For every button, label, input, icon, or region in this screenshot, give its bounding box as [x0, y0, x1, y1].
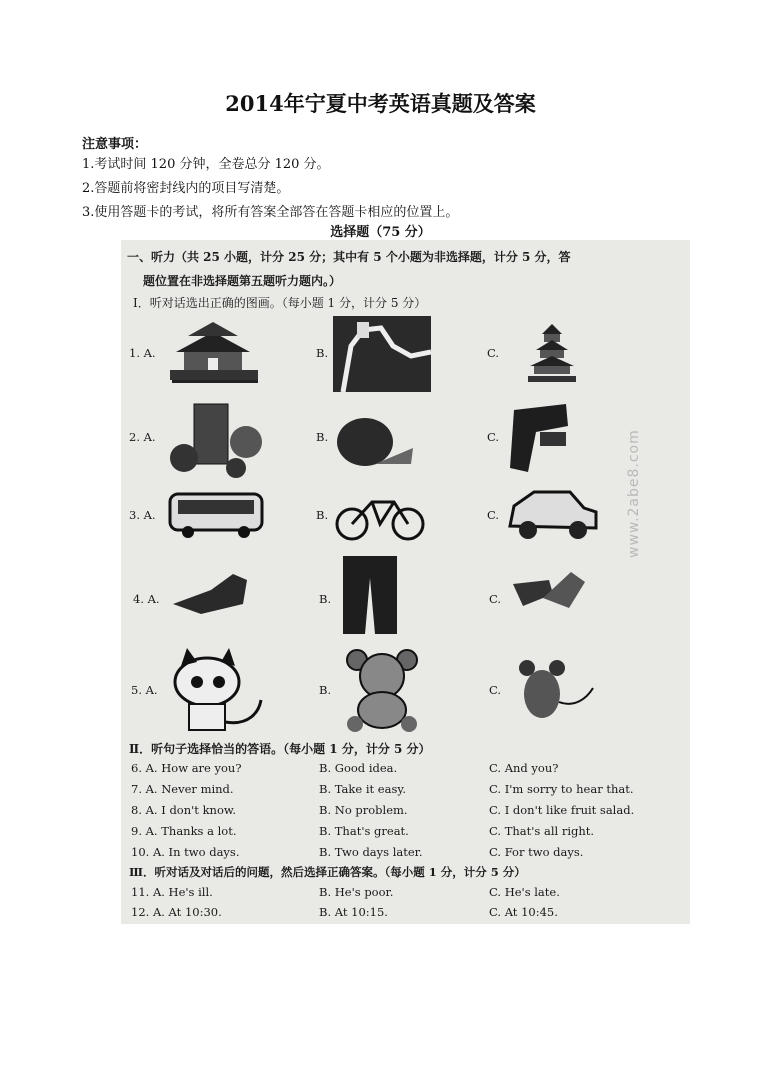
temple-of-heaven-picture	[526, 322, 578, 386]
subsection-2-title: Ⅱ．听句子选择恰当的答语。（每小题 1 分，计分 5 分）	[129, 742, 431, 756]
q10-option-b: B. Two days later.	[319, 845, 423, 859]
socks-picture	[509, 568, 591, 616]
q3-option-b: B.	[316, 508, 329, 522]
q6-option-b: B. Good idea.	[319, 761, 398, 775]
q4-label: 4. A.	[133, 592, 160, 606]
q4-option-b: B.	[319, 592, 332, 606]
q5-option-c: C.	[489, 683, 502, 697]
q11-option-a: 11. A. He's ill.	[131, 885, 213, 899]
tiananmen-picture	[166, 318, 261, 386]
q8-option-c: C. I don't like fruit salad.	[489, 803, 635, 817]
bus-picture	[168, 490, 264, 540]
gloves-picture	[506, 402, 576, 474]
q6-option-c: C. And you?	[489, 761, 559, 775]
q2-option-c: C.	[487, 430, 500, 444]
q7-option-c: C. I'm sorry to hear that.	[489, 782, 634, 796]
bicycle-picture	[334, 488, 426, 542]
section-title: 选择题（75 分）	[330, 225, 431, 240]
page-title: 2014年宁夏中考英语真题及答案	[225, 91, 536, 116]
car-picture	[504, 484, 600, 546]
watermelon-picture	[335, 412, 417, 468]
teddy-bear-picture	[339, 646, 425, 732]
q8-option-a: 8. A. I don't know.	[131, 803, 237, 817]
note-item: 1.考试时间 120 分钟，全卷总分 120 分。	[82, 157, 330, 172]
q9-option-b: B. That's great.	[319, 824, 409, 838]
q10-option-c: C. For two days.	[489, 845, 584, 859]
q12-option-a: 12. A. At 10:30.	[131, 905, 222, 919]
q12-option-b: B. At 10:15.	[319, 905, 388, 919]
q7-option-b: B. Take it easy.	[319, 782, 406, 796]
juice-and-orange-picture	[166, 400, 266, 480]
cat-picture	[169, 648, 265, 734]
notes-heading: 注意事项：	[82, 137, 148, 152]
trousers-picture	[339, 554, 401, 638]
q8-option-b: B. No problem.	[319, 803, 408, 817]
q3-option-c: C.	[487, 508, 500, 522]
q6-option-a: 6. A. How are you?	[131, 761, 242, 775]
watermark-text: www.2abe8.com	[626, 429, 642, 558]
scanned-exam-image	[121, 240, 690, 924]
q5-label: 5. A.	[131, 683, 158, 697]
q11-option-b: B. He's poor.	[319, 885, 394, 899]
q7-option-a: 7. A. Never mind.	[131, 782, 234, 796]
shoe-picture	[171, 570, 251, 620]
q1-option-c: C.	[487, 346, 500, 360]
q1-label: 1. A.	[129, 346, 156, 360]
q5-option-b: B.	[319, 683, 332, 697]
q2-option-b: B.	[316, 430, 329, 444]
mouse-picture	[513, 658, 595, 724]
q11-option-c: C. He's late.	[489, 885, 560, 899]
q12-option-c: C. At 10:45.	[489, 905, 558, 919]
q2-label: 2. A.	[129, 430, 156, 444]
subsection-3-title: Ⅲ．听对话及对话后的问题，然后选择正确答案。（每小题 1 分，计分 5 分）	[129, 865, 526, 879]
note-item: 2.答题前将密封线内的项目写清楚。	[82, 181, 290, 196]
q4-option-c: C.	[489, 592, 502, 606]
part1-header-cont: 题位置在非选择题第五题听力题内。）	[143, 274, 342, 288]
q3-label: 3. A.	[129, 508, 156, 522]
note-item: 3.使用答题卡的考试，将所有答案全部答在答题卡相应的位置上。	[82, 205, 459, 220]
q9-option-c: C. That's all right.	[489, 824, 595, 838]
part1-header: 一、听力（共 25 小题，计分 25 分；其中有 5 个小题为非选择题，计分 5 分，答	[127, 250, 571, 264]
q10-option-a: 10. A. In two days.	[131, 845, 240, 859]
q1-option-b: B.	[316, 346, 329, 360]
great-wall-picture	[333, 316, 431, 392]
q9-option-a: 9. A. Thanks a lot.	[131, 824, 237, 838]
subsection-1-title: Ⅰ．听对话选出正确的图画。（每小题 1 分，计分 5 分）	[133, 296, 427, 310]
